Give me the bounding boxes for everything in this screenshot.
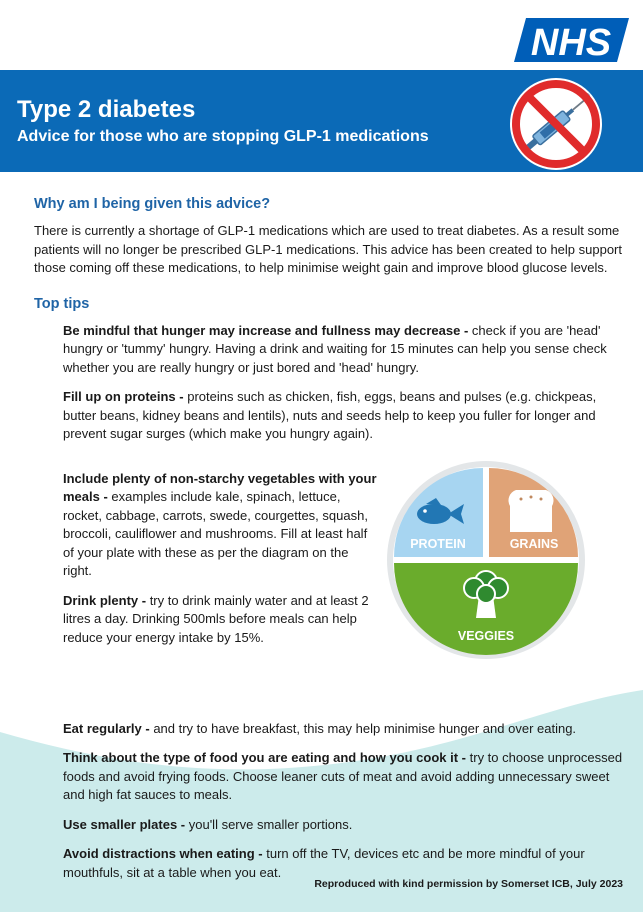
svg-text:NHS: NHS [530, 22, 612, 62]
tip-food-type: Think about the type of food you are eating and how you cook it - try to choose unprocessed foods and avoid frying foods. Choose leaner cuts of meat and avoid adding unnecessary sweet and high fat sauces to meals. [63, 750, 623, 802]
title-banner [0, 70, 643, 172]
intro-heading: Why am I being given this advice? [34, 196, 271, 212]
page-title: Type 2 diabetes [17, 96, 196, 123]
tip-mindful-hunger: Be mindful that hunger may increase and fullness may decrease - check if you are 'head' hungry or 'tummy' hungry. Having a drink and waiting for 15 minutes can help you sense check whether you are really hungry or just bored and 'head' hungry. [63, 322, 607, 375]
plate-protein-label: PROTEIN [410, 536, 466, 551]
tip-eat-regularly: Eat regularly - and try to have breakfast, this may help minimise hunger and over eating. [63, 720, 577, 736]
intro-text: There is currently a shortage of GLP-1 medications which are used to treat diabetes. As a result some patients will no longer be prescribed GLP-1 medications. This advice has been created to help support those coming off these medications, to help minimise weight gain and improve blood glucose levels. [34, 223, 622, 275]
main-content [34, 196, 624, 893]
tip-avoid-distractions: Avoid distractions when eating - turn off the TV, devices etc and be more mindful of your mouthfuls, sit at a table when you eat. [63, 846, 585, 880]
no-syringe-icon [508, 76, 604, 172]
nhs-logo [514, 18, 629, 62]
tips-list [34, 322, 624, 883]
tips-heading: Top tips [34, 295, 90, 312]
tip-proteins: Fill up on proteins - proteins such as chicken, fish, eggs, beans and pulses (e.g. chickpeas, butter beans, kidney beans and lentils), nuts and seeds help to keep you fuller for longer and prevent sugar surges (which make you hungry again). [63, 389, 597, 441]
vegetables-section [63, 470, 624, 700]
footer-credit: Reproduced with kind permission by Somerset ICB, July 2023 [314, 878, 623, 890]
bread-icon [509, 490, 554, 532]
plate-diagram [386, 460, 586, 660]
tip-drink: Drink plenty - try to drink mainly water and at least 2 litres a day. Drinking 500mls before meals can help reduce your energy intake by 15%. [63, 592, 369, 645]
plate-veggies-label: VEGGIES [458, 628, 515, 643]
plate-grains-label: GRAINS [509, 536, 559, 551]
tip-smaller-plates: Use smaller plates - you'll serve smaller portions. [63, 816, 353, 832]
page-subtitle: Advice for those who are stopping GLP-1 medications [17, 128, 429, 145]
tip-vegetables: Include plenty of non-starchy vegetables with your meals - examples include kale, spinach, lettuce, rocket, cabbage, carrots, swede, courgettes, squash, broccoli, cauliflower and mushrooms. Fill at least half of your plate with these as per the diagram on the right. [63, 470, 377, 578]
